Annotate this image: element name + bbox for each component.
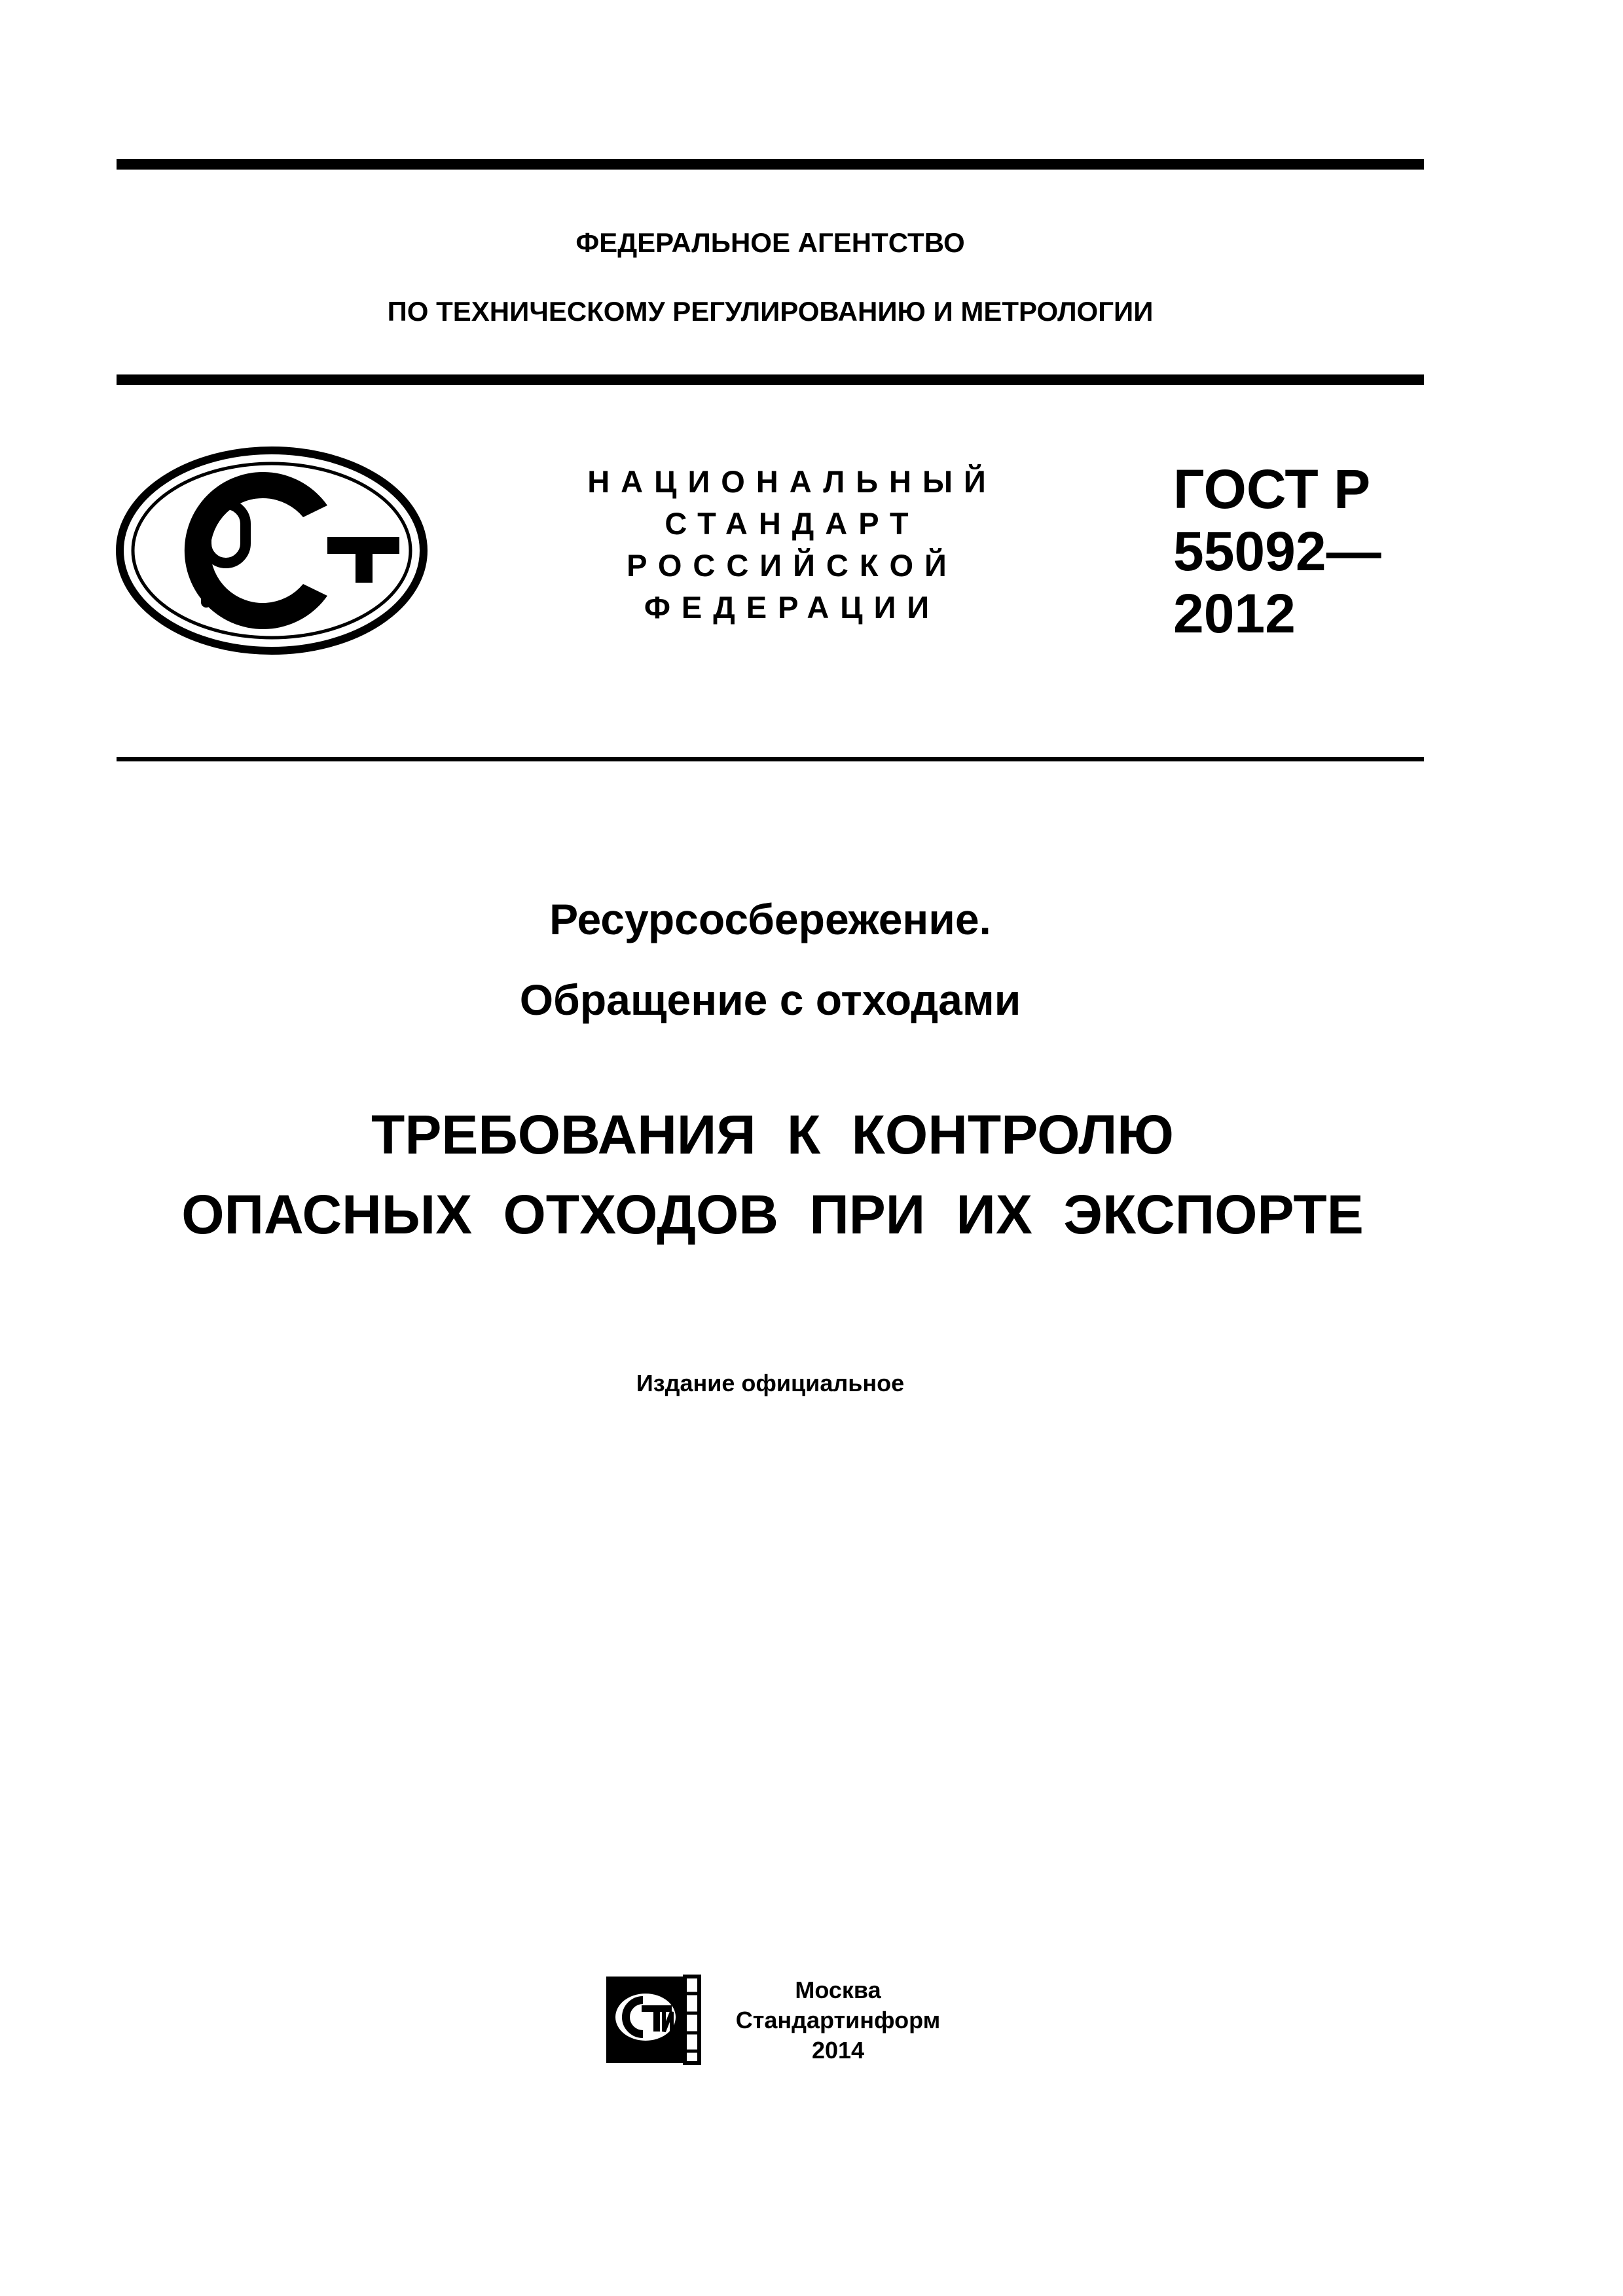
main-title-line-2: ОПАСНЫХ ОТХОДОВ ПРИ ИХ ЭКСПОРТЕ bbox=[181, 1184, 1364, 1245]
standartinform-logo-icon bbox=[604, 1974, 702, 2066]
publisher-city: Москва bbox=[795, 1977, 881, 2003]
designation-line-3: 2012 bbox=[1173, 583, 1296, 644]
main-title-line-1: ТРЕБОВАНИЯ К КОНТРОЛЮ bbox=[371, 1104, 1174, 1165]
national-standard-line: РОССИЙСКОЙ bbox=[627, 548, 958, 583]
publisher-year: 2014 bbox=[811, 2037, 865, 2064]
publisher-name: Стандартинформ bbox=[735, 2007, 941, 2033]
designation-line-2: 55092— bbox=[1173, 520, 1381, 582]
rst-mark-logo-icon bbox=[115, 445, 429, 656]
national-standard-line: НАЦИОНАЛЬНЫЙ bbox=[587, 464, 997, 499]
edition-note: Издание официальное bbox=[636, 1370, 905, 1396]
designation-line-1: ГОСТ Р bbox=[1173, 458, 1371, 520]
national-standard-line: СТАНДАРТ bbox=[665, 506, 920, 541]
agency-bottom-rule bbox=[117, 374, 1424, 385]
top-rule bbox=[117, 159, 1424, 170]
publisher-block bbox=[727, 1975, 949, 2066]
agency-line-1: ФЕДЕРАЛЬНОЕ АГЕНТСТВО bbox=[575, 227, 965, 258]
header-bottom-rule bbox=[117, 757, 1424, 761]
title-line-2: Обращение с отходами bbox=[519, 975, 1021, 1024]
agency-line-2: ПО ТЕХНИЧЕСКОМУ РЕГУЛИРОВАНИЮ И МЕТРОЛОГИИ bbox=[387, 296, 1154, 327]
national-standard-line: ФЕДЕРАЦИИ bbox=[644, 590, 941, 625]
standard-designation bbox=[1173, 458, 1381, 645]
title-line-1: Ресурсосбережение. bbox=[549, 895, 991, 943]
national-standard-block bbox=[563, 461, 1021, 629]
